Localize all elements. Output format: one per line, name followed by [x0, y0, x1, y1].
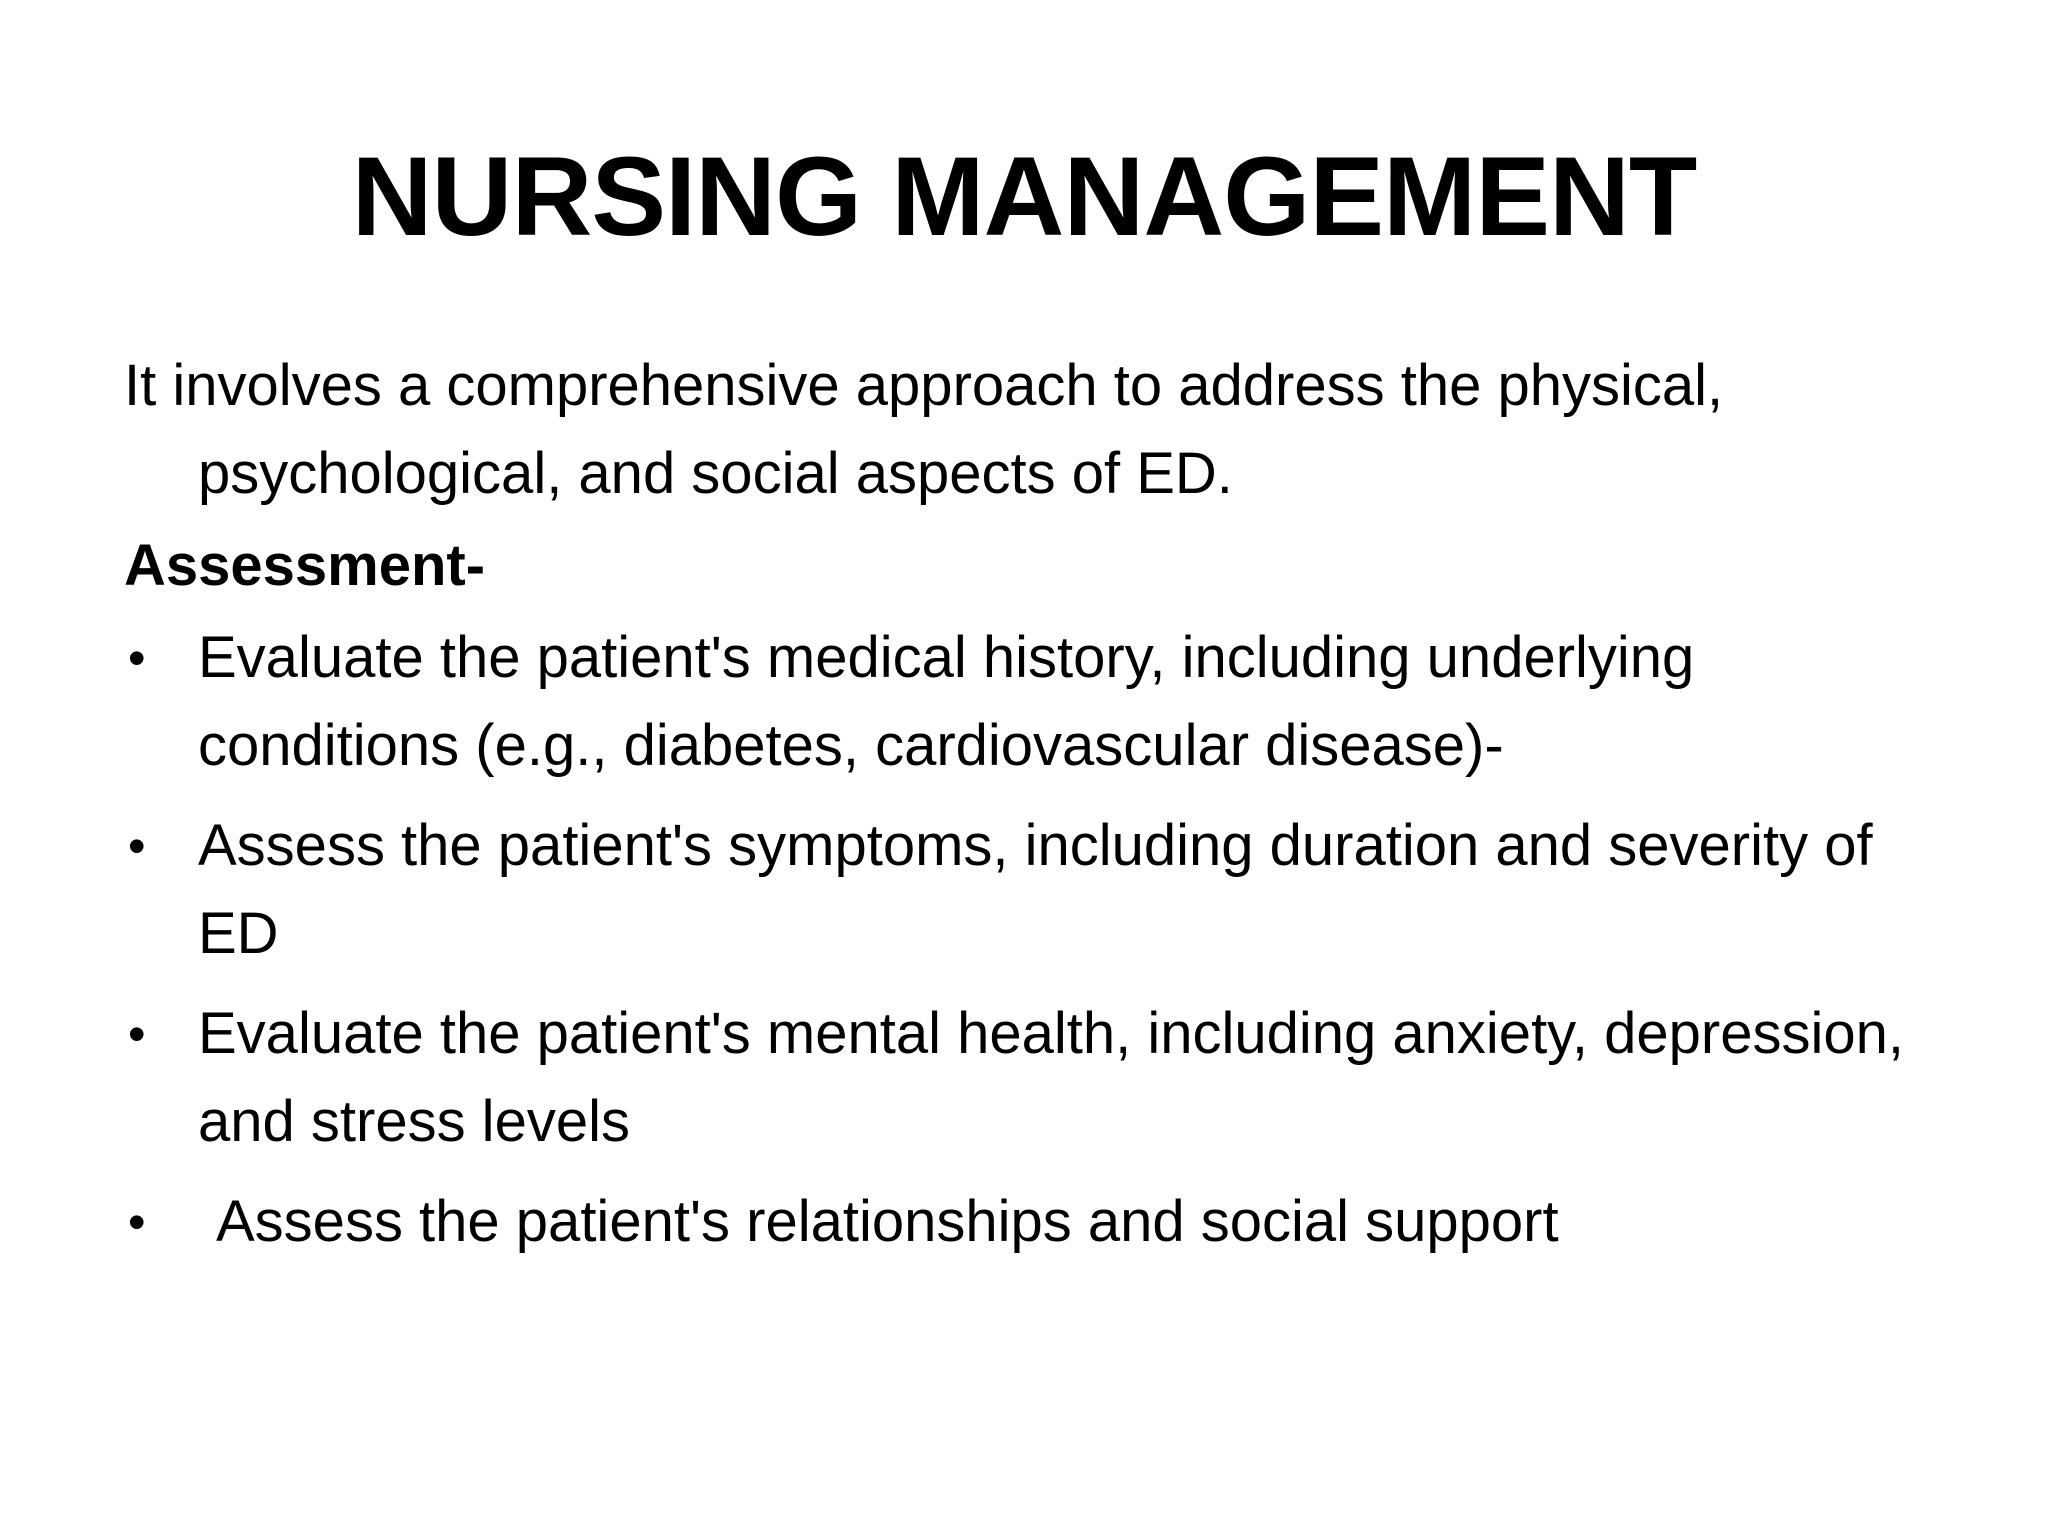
bullet-text: Evaluate the patient's medical history, including underlying conditions (e.g., diabetes, cardiovascular disease)-	[198, 625, 1695, 778]
bullet-text: Evaluate the patient's mental health, including anxiety, depression, and stress levels	[198, 1001, 1904, 1154]
bullet-item	[124, 1178, 1924, 1266]
slide-title: NURSING MANAGEMENT	[351, 134, 1697, 259]
assessment-bullet-list	[124, 614, 1924, 1266]
slide-body	[124, 342, 1924, 1278]
bullet-item	[124, 990, 1924, 1166]
bullet-text: Assess the patient's symptoms, including duration and severity of ED	[198, 813, 1873, 966]
bullet-text: Assess the patient's relationships and social support	[216, 1189, 1559, 1254]
assessment-heading: Assessment-	[124, 533, 486, 598]
bullet-item	[124, 614, 1924, 790]
intro-paragraph: It involves a comprehensive approach to address the physical, psychological, and social aspects of ED.	[124, 353, 1724, 506]
bullet-icon: •	[128, 1194, 146, 1250]
bullet-item	[124, 802, 1924, 978]
bullet-icon: •	[128, 630, 146, 686]
bullet-icon: •	[128, 1006, 146, 1062]
bullet-icon: •	[128, 818, 146, 874]
